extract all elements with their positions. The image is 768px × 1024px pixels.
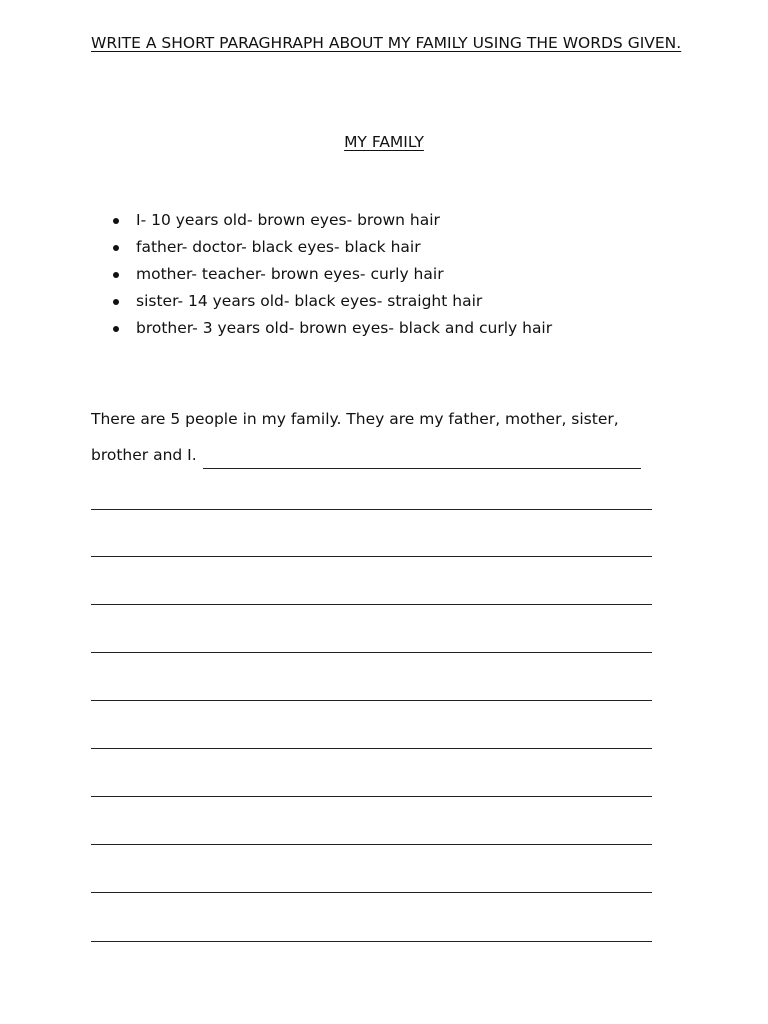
list-item-text: father- doctor- black eyes- black hair [136,238,421,256]
list-item [112,207,552,234]
word-list [112,207,552,342]
writing-line[interactable] [91,556,652,557]
writing-line[interactable] [91,844,652,845]
writing-line[interactable] [91,941,652,942]
writing-line[interactable] [91,700,652,701]
page-title: MY FAMILY [344,133,424,151]
writing-blank[interactable] [203,446,641,469]
list-item-text: brother- 3 years old- brown eyes- black and curly hair [136,319,553,337]
writing-line[interactable] [91,892,652,893]
list-item [112,261,552,288]
writing-line[interactable] [91,652,652,653]
instruction-heading: WRITE A SHORT PARAGHRAPH ABOUT MY FAMILY USING THE WORDS GIVEN. [91,34,682,52]
writing-line[interactable] [91,748,652,749]
bullet-icon [113,218,119,224]
list-item [112,315,552,342]
intro-line-2 [91,437,691,473]
list-item-text: sister- 14 years old- black eyes- straight hair [136,292,483,310]
paragraph-start [91,401,691,473]
writing-line[interactable] [91,604,652,605]
bullet-icon [113,299,119,305]
bullet-icon [113,326,119,332]
bullet-icon [113,245,119,251]
list-item [112,234,552,261]
intro-line-1: There are 5 people in my family. They are my father, mother, sister, [91,410,619,428]
writing-line[interactable] [91,509,652,510]
list-item-text: mother- teacher- brown eyes- curly hair [136,265,444,283]
list-item [112,288,552,315]
writing-line[interactable] [91,796,652,797]
intro-line-2-text: brother and I. [91,446,197,464]
list-item-text: I- 10 years old- brown eyes- brown hair [136,211,440,229]
bullet-icon [113,272,119,278]
